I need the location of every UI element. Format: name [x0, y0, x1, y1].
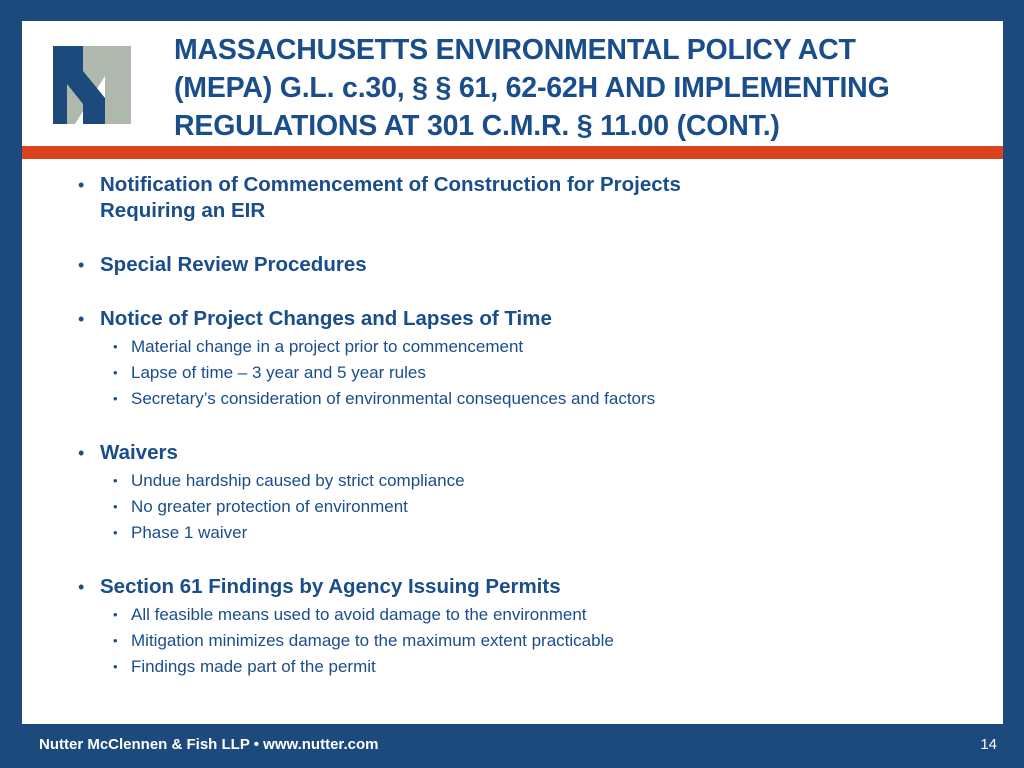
- sub-item: [100, 494, 958, 520]
- sub-item: [100, 520, 958, 546]
- list-item: [78, 252, 958, 278]
- sub-item-text: Findings made part of the permit: [131, 657, 376, 676]
- list-item-heading: Section 61 Findings by Agency Issuing Permits: [100, 575, 561, 598]
- sub-item-text: Undue hardship caused by strict compliance: [131, 471, 465, 490]
- list-item-heading: Waivers: [100, 441, 178, 464]
- sub-item-text: Mitigation minimizes damage to the maximum extent practicable: [131, 631, 614, 650]
- bullet-icon: •: [78, 309, 85, 329]
- sub-item: [100, 654, 958, 680]
- bullet-icon: •: [78, 443, 85, 463]
- sub-item: [100, 360, 958, 386]
- bullet-list: [78, 172, 958, 708]
- sub-item-text: Phase 1 waiver: [131, 523, 248, 542]
- list-item-heading: Notification of Commencement of Construction for Projects Requiring an EIR: [100, 173, 681, 222]
- list-item: [78, 574, 958, 680]
- sub-bullet-icon: •: [113, 607, 118, 622]
- title-line: (MEPA) G.L. c.30, § § 61, 62-62H AND IMPLEMENTING: [174, 72, 890, 104]
- title-line: MASSACHUSETTS ENVIRONMENTAL POLICY ACT: [174, 34, 856, 66]
- sub-bullet-icon: •: [113, 391, 118, 406]
- slide-title: [174, 31, 994, 145]
- sub-item-text: Material change in a project prior to commencement: [131, 337, 524, 356]
- sub-item-text: All feasible means used to avoid damage to the environment: [131, 605, 587, 624]
- list-item: [78, 172, 958, 224]
- sub-bullet-icon: •: [113, 525, 118, 540]
- sub-item: [100, 468, 958, 494]
- sub-item-text: Lapse of time – 3 year and 5 year rules: [131, 363, 426, 382]
- sub-list: [100, 602, 958, 680]
- accent-divider: [22, 146, 1003, 159]
- sub-bullet-icon: •: [113, 499, 118, 514]
- sub-bullet-icon: •: [113, 473, 118, 488]
- sub-item-text: No greater protection of environment: [131, 497, 408, 516]
- nutter-logo-icon: [53, 46, 131, 124]
- sub-list: [100, 468, 958, 546]
- list-item-heading: Special Review Procedures: [100, 253, 367, 276]
- footer-firm-url: Nutter McClennen & Fish LLP • www.nutter.com: [39, 736, 379, 753]
- page-number: 14: [980, 736, 997, 753]
- list-item: [78, 306, 958, 412]
- sub-item-text: Secretary’s consideration of environmental consequences and factors: [131, 389, 656, 408]
- sub-list: [100, 334, 958, 412]
- sub-bullet-icon: •: [113, 339, 118, 354]
- list-item-heading: Notice of Project Changes and Lapses of Time: [100, 307, 552, 330]
- sub-item: [100, 602, 958, 628]
- sub-item: [100, 628, 958, 654]
- title-line: REGULATIONS AT 301 C.M.R. § 11.00 (CONT.): [174, 110, 780, 142]
- sub-bullet-icon: •: [113, 659, 118, 674]
- list-item: [78, 440, 958, 546]
- bullet-icon: •: [78, 175, 85, 195]
- sub-item: [100, 334, 958, 360]
- sub-bullet-icon: •: [113, 633, 118, 648]
- bullet-icon: •: [78, 577, 85, 597]
- sub-item: [100, 386, 958, 412]
- bullet-icon: •: [78, 255, 85, 275]
- sub-bullet-icon: •: [113, 365, 118, 380]
